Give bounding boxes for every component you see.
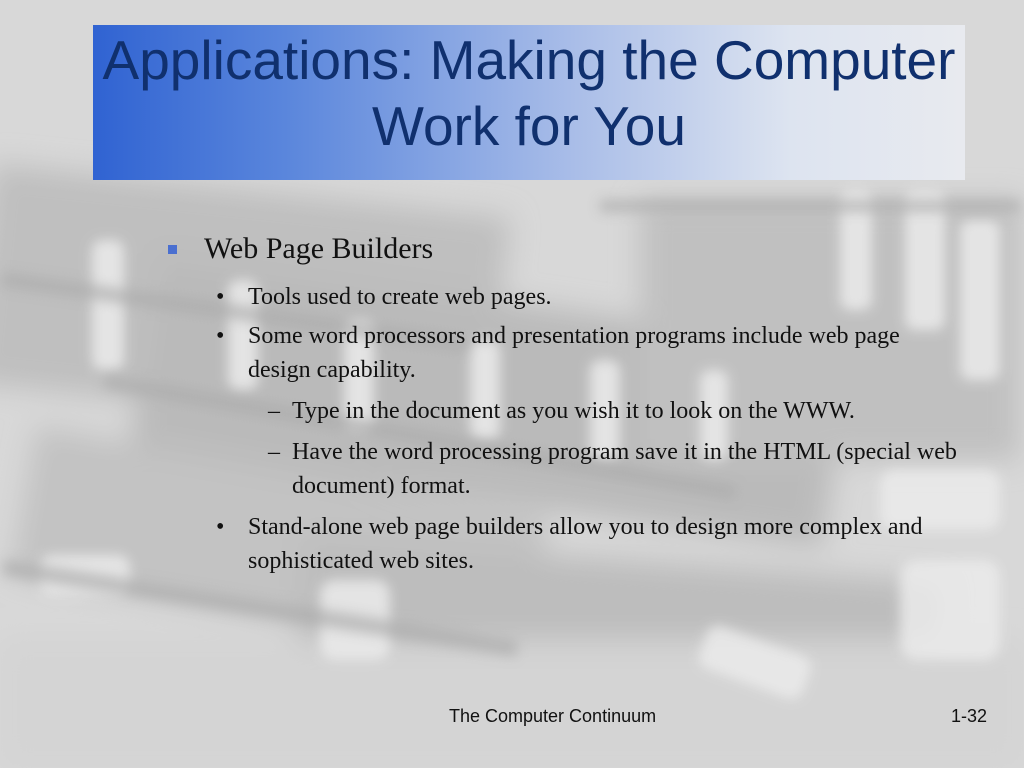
bullet-marker: •: [216, 514, 225, 540]
bullet-marker: •: [216, 284, 225, 310]
footer-title: The Computer Continuum: [449, 706, 657, 726]
heading-bullet-text: Web Page Builders: [204, 232, 434, 265]
dash-marker: –: [268, 398, 280, 424]
bullet-marker: •: [216, 323, 225, 349]
list-item-text: Stand-alone web page builders allow you to design more complex and sophisticated web sites.: [248, 514, 923, 574]
list-item-text: Some word processors and presentation programs include web page design capability.: [248, 323, 900, 383]
square-bullet-icon: [168, 245, 177, 254]
list-item-text: Type in the document as you wish it to look on the WWW.: [292, 398, 855, 424]
slide-title: Applications: Making the Computer Work for You: [102, 29, 956, 157]
page-number: 1-32: [951, 706, 988, 726]
list-item-text: Tools used to create web pages.: [248, 284, 552, 310]
dash-marker: –: [268, 439, 280, 465]
list-item-text: Have the word processing program save it in the HTML (special web document) format.: [292, 439, 957, 499]
